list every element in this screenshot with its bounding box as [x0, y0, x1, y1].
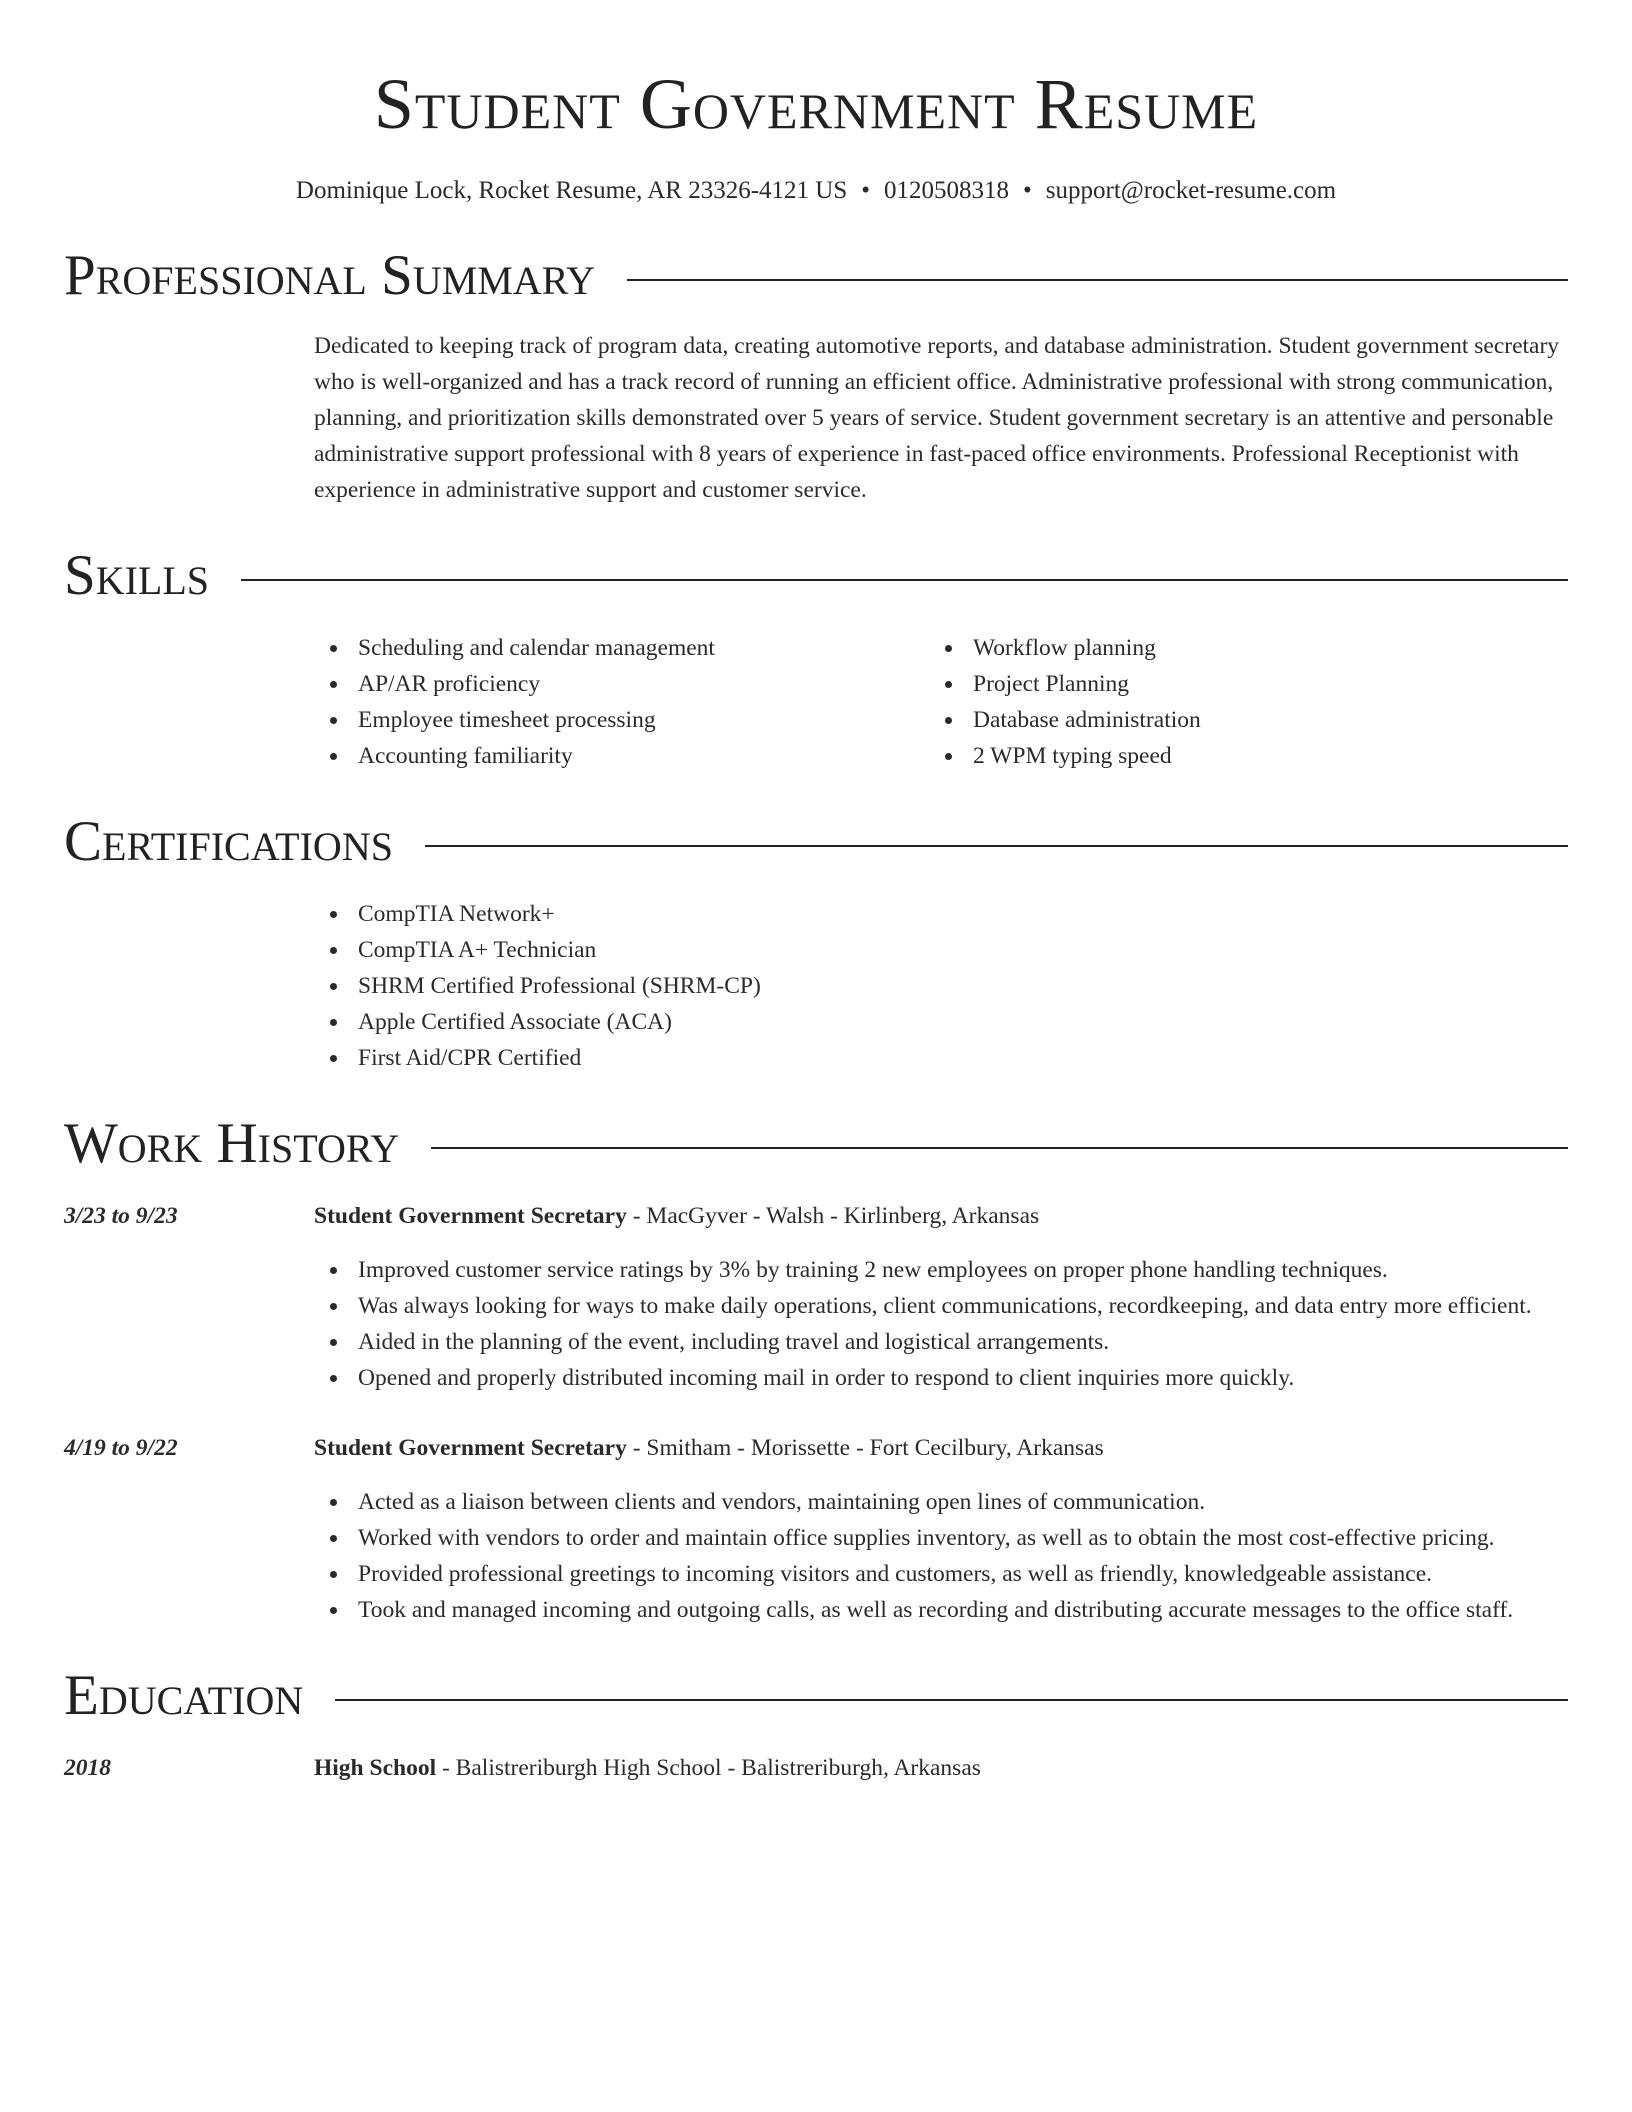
employer-location: - Smitham - Morissette - Fort Cecilbury, Arkansas: [626, 1435, 1104, 1461]
school-location: - Balistreriburgh High School - Balistreriburgh, Arkansas: [436, 1755, 981, 1781]
work-entry: [64, 1430, 1568, 1628]
section-title-certifications: Certifications: [64, 810, 393, 873]
certification-item: CompTIA A+ Technician: [314, 932, 1568, 968]
section-title-skills: Skills: [64, 544, 210, 607]
work-bullet: Provided professional greetings to incoming visitors and customers, as well as friendly, knowledgeable assistance.: [314, 1556, 1568, 1592]
summary-text: Dedicated to keeping track of program data, creating automotive reports, and database administration. Student government secretary who is well-organized and has a track record of running an efficient office. Administrative professional with strong communication, planning, and prioritization skills demonstrated over 5 years of service. Student government secretary is an attentive and personable administrative support professional with 8 years of experience in fast-paced office environments. Professional Receptionist with experience in administrative support and customer service.: [314, 333, 1560, 503]
skill-item: 2 WPM typing speed: [929, 738, 1544, 774]
work-bullets: [314, 1252, 1568, 1396]
contact-separator: •: [861, 177, 871, 204]
section-divider: [335, 1699, 1568, 1701]
contact-separator: •: [1023, 177, 1032, 204]
work-dates: 4/19 to 9/22: [64, 1435, 178, 1461]
education-heading: [314, 1750, 1568, 1786]
section-header-work-history: [64, 1110, 1568, 1178]
contact-email: support@rocket-resume.com: [1045, 177, 1337, 204]
skills-list: [314, 630, 1568, 774]
section-divider: [425, 845, 1568, 847]
section-header-certifications: [64, 808, 1568, 876]
job-title: Student Government Secretary: [314, 1203, 627, 1229]
work-heading: [314, 1198, 1568, 1234]
job-title: Student Government Secretary: [314, 1435, 627, 1461]
certification-item: Apple Certified Associate (ACA): [314, 1004, 1568, 1040]
work-bullet: Opened and properly distributed incoming mail in order to respond to client inquiries more quickly.: [314, 1360, 1568, 1396]
employer-location: - MacGyver - Walsh - Kirlinberg, Arkansas: [626, 1203, 1040, 1229]
work-dates: 3/23 to 9/23: [64, 1203, 178, 1229]
section-divider: [431, 1147, 1568, 1149]
work-heading: [314, 1430, 1568, 1466]
skill-item: Database administration: [929, 702, 1544, 738]
section-title-summary: Professional Summary: [64, 244, 596, 307]
section-divider: [241, 579, 1568, 581]
degree: High School: [314, 1755, 437, 1781]
skill-item: Project Planning: [929, 666, 1544, 702]
certification-item: First Aid/CPR Certified: [314, 1040, 1568, 1076]
work-bullet: Improved customer service ratings by 3% by training 2 new employees on proper phone handling techniques.: [314, 1252, 1568, 1288]
skills-column-right: [929, 630, 1544, 774]
work-bullet: Acted as a liaison between clients and vendors, maintaining open lines of communication.: [314, 1484, 1568, 1520]
section-header-education: [64, 1662, 1568, 1730]
section-title-education: Education: [64, 1664, 304, 1727]
skill-item: Employee timesheet processing: [314, 702, 929, 738]
page-title: Student Government Resume: [373, 64, 1259, 144]
section-divider: [627, 279, 1568, 281]
skill-item: Scheduling and calendar management: [314, 630, 929, 666]
certifications-list: [314, 896, 1568, 1076]
certification-item: SHRM Certified Professional (SHRM-CP): [314, 968, 1568, 1004]
section-header-summary: [64, 242, 1568, 310]
contact-line: [64, 174, 1568, 208]
work-bullet: Aided in the planning of the event, including travel and logistical arrangements.: [314, 1324, 1568, 1360]
contact-phone: 0120508318: [884, 177, 1010, 204]
contact-address: Dominique Lock, Rocket Resume, AR 23326-4121 US: [295, 177, 848, 204]
work-entry: [64, 1198, 1568, 1396]
section-title-work-history: Work History: [64, 1112, 400, 1175]
education-date: 2018: [64, 1755, 111, 1781]
skills-column-left: [314, 630, 929, 774]
skill-item: AP/AR proficiency: [314, 666, 929, 702]
work-bullets: [314, 1484, 1568, 1628]
work-bullet: Took and managed incoming and outgoing calls, as well as recording and distributing accurate messages to the office staff.: [314, 1592, 1568, 1628]
skill-item: Workflow planning: [929, 630, 1544, 666]
work-bullet: Worked with vendors to order and maintain office supplies inventory, as well as to obtain the most cost-effective pricing.: [314, 1520, 1568, 1556]
section-header-skills: [64, 542, 1568, 610]
skill-item: Accounting familiarity: [314, 738, 929, 774]
work-bullet: Was always looking for ways to make daily operations, client communications, recordkeeping, and data entry more efficient.: [314, 1288, 1568, 1324]
education-entry: [64, 1750, 1568, 1786]
certification-item: CompTIA Network+: [314, 896, 1568, 932]
